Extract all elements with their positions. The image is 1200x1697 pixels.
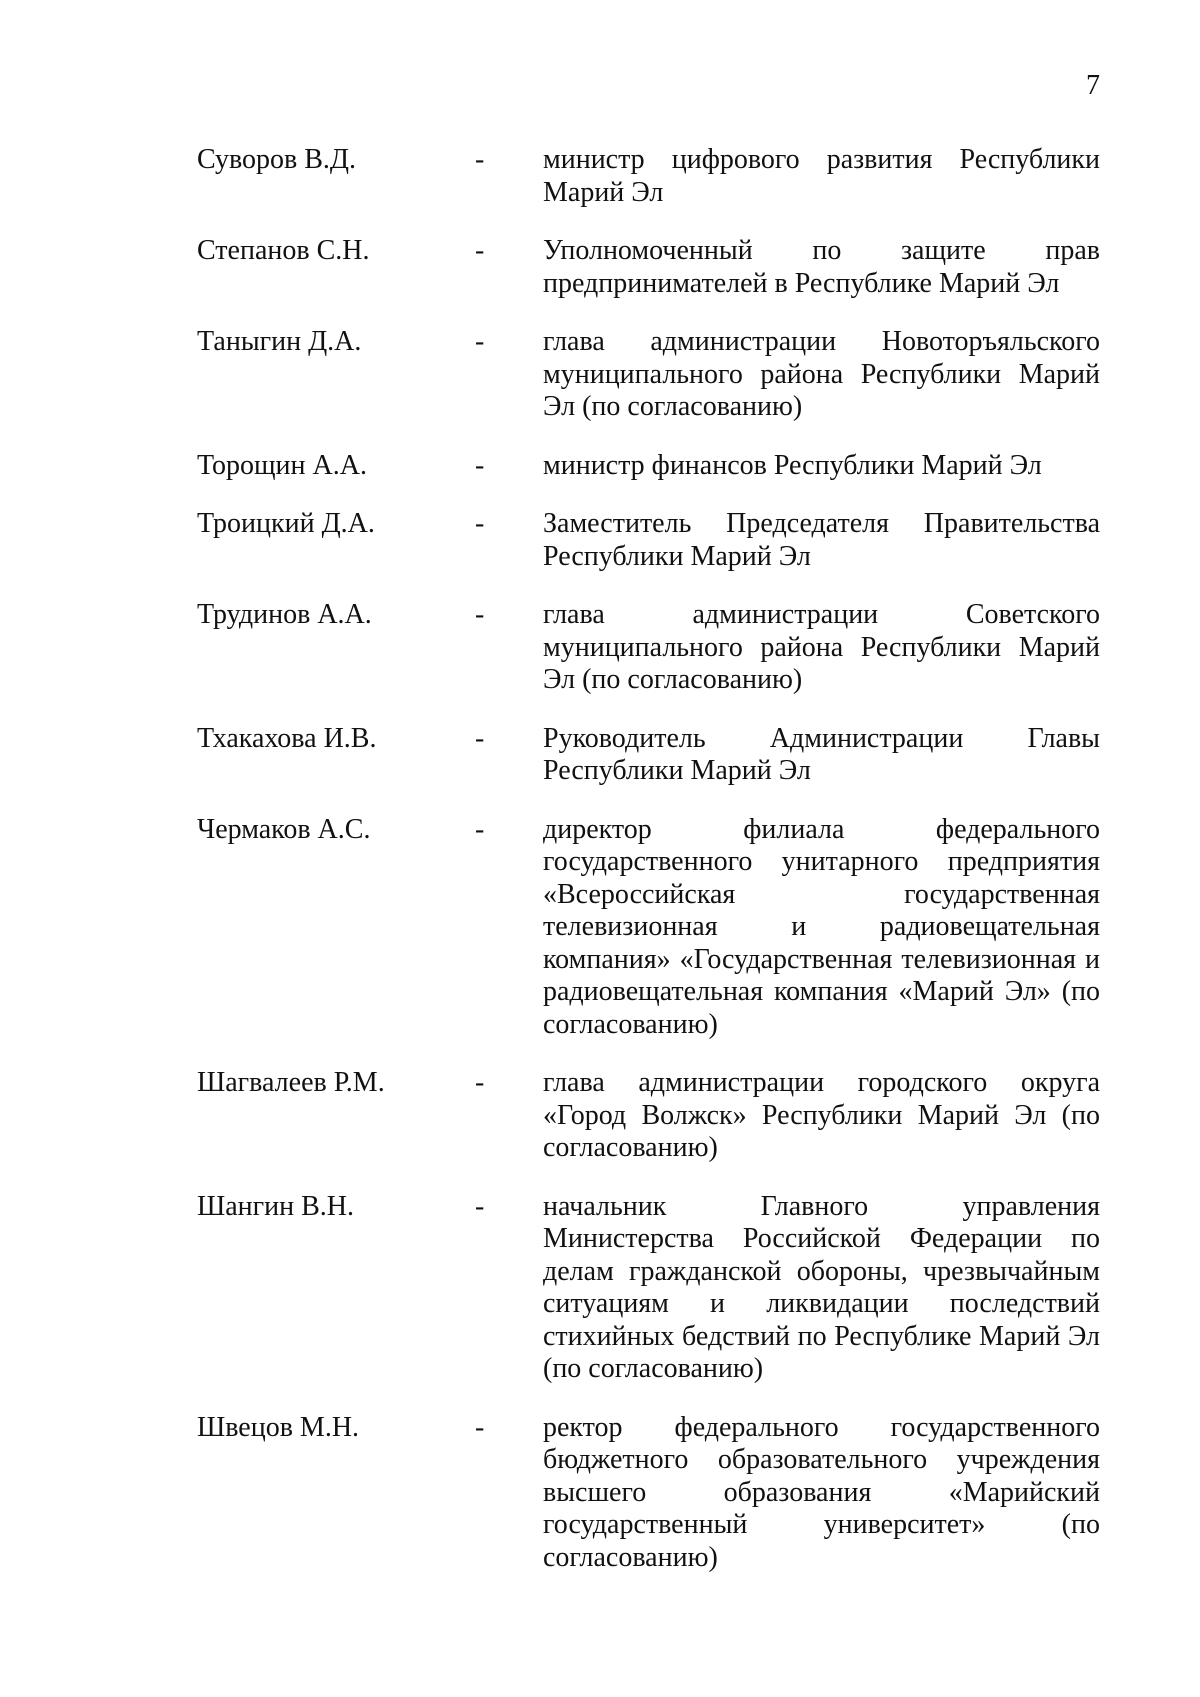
member-name: Таныгин Д.А. (197, 326, 362, 357)
member-name: Троицкий Д.А. (197, 508, 375, 539)
member-name: Торощин А.А. (197, 449, 367, 481)
member-position: ректор федерального государственного бюджетного образовательного учреждения высшего образования «Марийский государственный университет» (по согласованию) (543, 1411, 1100, 1573)
dash-separator: - (475, 508, 485, 539)
list-item (197, 326, 1100, 424)
member-position: Руководитель Администрации Главы Республики Марий Эл (543, 722, 1100, 786)
list-item (197, 450, 1100, 483)
member-name: Степанов С.Н. (197, 235, 370, 266)
list-item (197, 1191, 1100, 1386)
member-position: глава администрации городского округа «Город Волжск» Республики Марий Эл (по согласованию) (543, 1067, 1100, 1163)
dash-separator: - (475, 1067, 485, 1098)
member-name: Суворов В.Д. (197, 144, 357, 175)
dash-separator: - (475, 722, 485, 754)
dash-separator: - (475, 326, 485, 357)
dash-separator: - (475, 1190, 485, 1222)
member-position: министр финансов Республики Марий Эл (543, 449, 1042, 481)
list-item (197, 723, 1100, 788)
list-item (197, 1067, 1100, 1165)
member-position: директор филиала федерального государственного унитарного предприятия «Всероссийская государственная телевизионная и радиовещательная компания» «Государственная телевизионная и радиовещательная компания «Марий Эл» (по согласованию) (543, 813, 1100, 1040)
member-name: Шагвалеев Р.М. (197, 1067, 385, 1098)
list-item (197, 508, 1100, 573)
list-item (197, 814, 1100, 1042)
page-number: 7 (1086, 70, 1100, 101)
member-position: Заместитель Председателя Правительства Республики Марий Эл (543, 508, 1100, 572)
member-name: Шангин В.Н. (197, 1190, 355, 1222)
member-list (197, 144, 1100, 1574)
list-item (197, 235, 1100, 300)
list-item (197, 1412, 1100, 1575)
member-name: Тхакахова И.В. (197, 722, 377, 754)
list-item (197, 599, 1100, 697)
member-name: Чермаков А.С. (197, 813, 371, 845)
dash-separator: - (475, 1411, 485, 1443)
dash-separator: - (475, 144, 485, 175)
member-position: начальник Главного управления Министерства Российской Федерации по делам гражданской обороны, чрезвычайным ситуациям и ликвидации последствий стихийных бедствий по Республике Марий Эл (по согласованию) (543, 1190, 1100, 1384)
dash-separator: - (475, 813, 485, 845)
member-position: глава администрации Новоторъяльского муниципального района Республики Марий Эл (по согласованию) (543, 326, 1100, 422)
member-position: министр цифрового развития Республики Марий Эл (543, 144, 1100, 208)
list-item (197, 144, 1100, 209)
dash-separator: - (475, 599, 485, 630)
member-position: глава администрации Советского муниципального района Республики Марий Эл (по согласованию) (543, 599, 1100, 695)
member-position: Уполномоченный по защите прав предпринимателей в Республике Марий Эл (543, 235, 1100, 299)
dash-separator: - (475, 235, 485, 266)
dash-separator: - (475, 449, 485, 481)
member-name: Трудинов А.А. (197, 599, 372, 630)
member-name: Швецов М.Н. (197, 1411, 360, 1443)
